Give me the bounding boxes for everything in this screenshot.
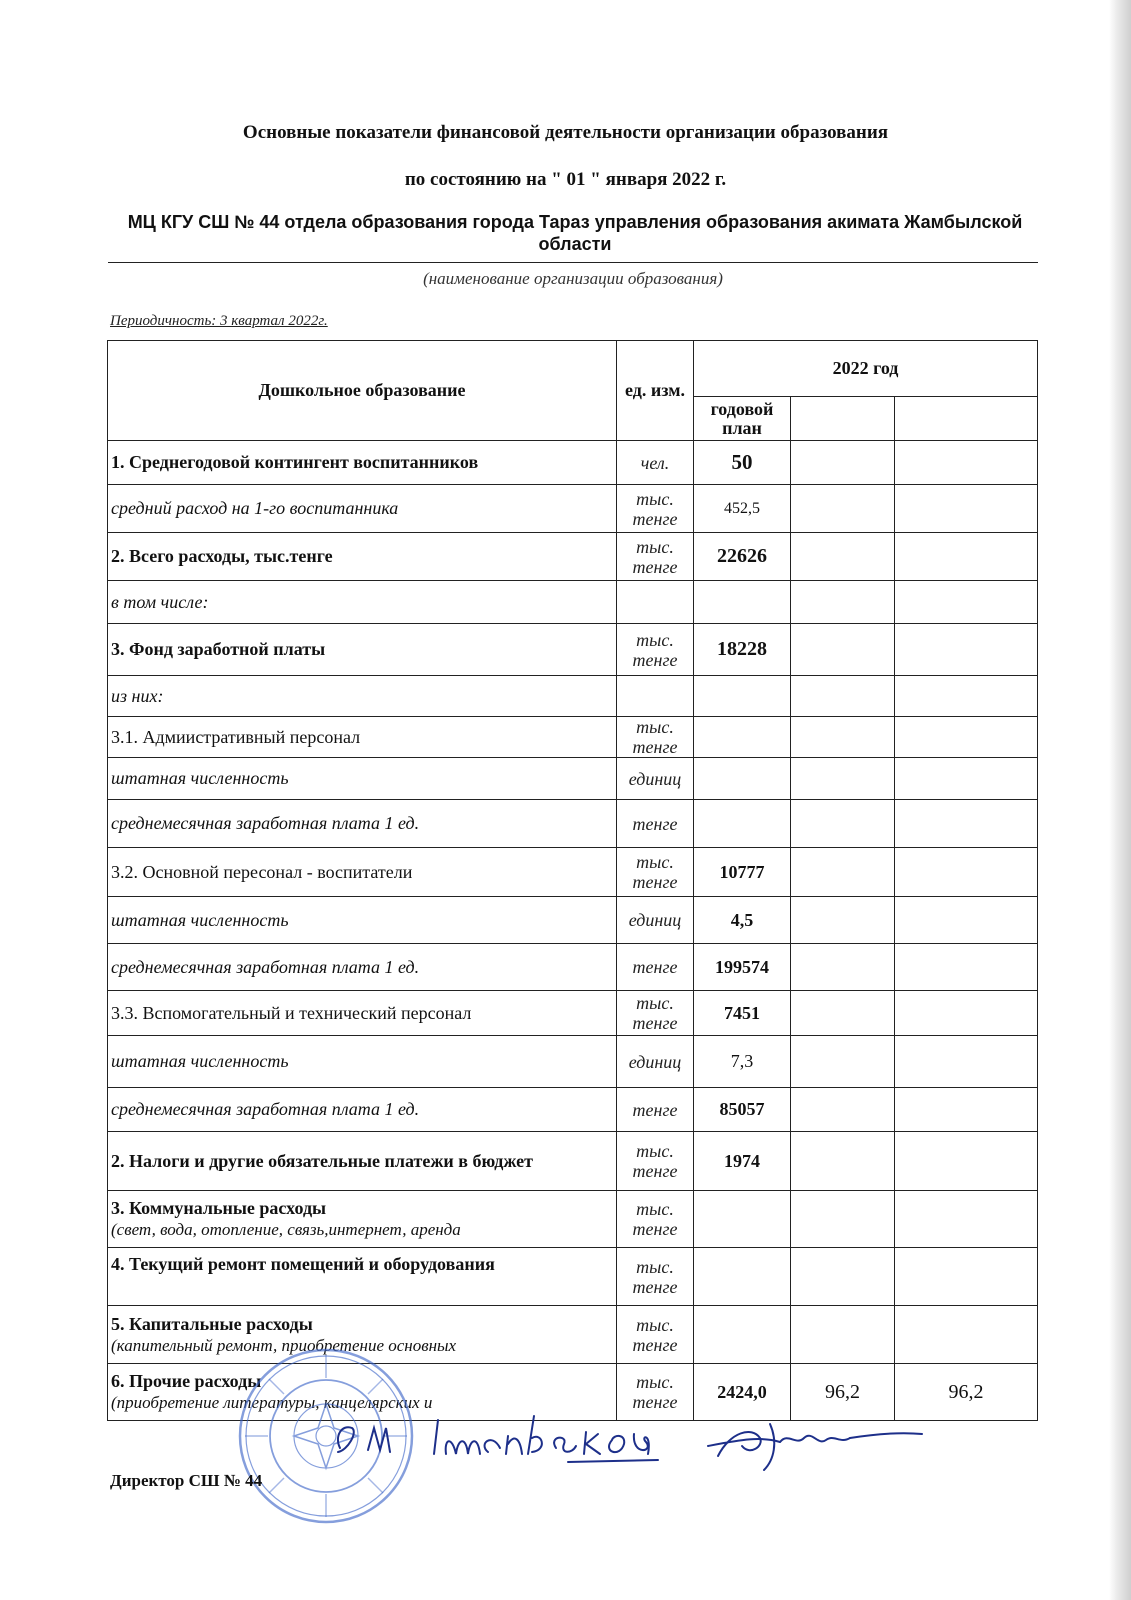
row-unit: тыс. тенге: [617, 1132, 694, 1191]
row-unit: тыс. тенге: [617, 485, 694, 533]
row-sublabel: (свет, вода, отопление, связь,интернет, аренда: [111, 1220, 461, 1239]
table-row: [108, 991, 1038, 1036]
row-unit: тыс. тенге: [617, 533, 694, 581]
row-value: [791, 848, 895, 897]
row-value: [791, 1132, 895, 1191]
row-value: [791, 897, 895, 944]
row-plan: 2424,0: [694, 1364, 791, 1421]
header-empty-cell: [895, 397, 1038, 441]
row-plan: 18228: [694, 624, 791, 676]
header-annual-plan: годовой план: [694, 397, 791, 441]
row-unit: тенге: [617, 944, 694, 991]
row-value: [895, 800, 1038, 848]
row-label: среднемесячная заработная плата 1 ед.: [108, 1088, 617, 1132]
handwritten-name: [328, 1408, 668, 1468]
document-title: Основные показатели финансовой деятельности организации образования: [242, 122, 889, 143]
row-label: 3.2. Основной пересонал - воспитатели: [108, 848, 617, 897]
row-label: 3. Коммунальные расходы: [111, 1198, 327, 1218]
row-plan: 85057: [694, 1088, 791, 1132]
organization-underline: [108, 262, 1038, 263]
row-value: 96,2: [791, 1364, 895, 1421]
row-label: 3.1. Адмиистративный персонал: [108, 717, 617, 758]
row-plan: [694, 800, 791, 848]
row-unit: тыс. тенге: [617, 717, 694, 758]
row-value: [791, 758, 895, 800]
row-label: из них:: [108, 676, 617, 717]
row-plan: 4,5: [694, 897, 791, 944]
organization-caption: (наименование организации образования): [423, 269, 723, 288]
row-label: 6. Прочие расходы: [111, 1371, 262, 1391]
row-label: 2. Налоги и другие обязательные платежи в бюджет: [108, 1132, 617, 1191]
row-label: средний расход на 1-го воспитанника: [108, 485, 617, 533]
row-value: [791, 1191, 895, 1248]
director-signature: [700, 1412, 930, 1474]
row-label: 1. Среднегодовой контингент воспитанников: [108, 441, 617, 485]
row-label: среднемесячная заработная плата 1 ед.: [108, 800, 617, 848]
row-unit: тыс. тенге: [617, 1191, 694, 1248]
row-value: [895, 897, 1038, 944]
row-plan: [694, 581, 791, 624]
row-unit: тыс. тенге: [617, 1306, 694, 1364]
row-value: [895, 624, 1038, 676]
row-unit: тенге: [617, 800, 694, 848]
row-value: [895, 1036, 1038, 1088]
row-plan: 10777: [694, 848, 791, 897]
table-row: [108, 758, 1038, 800]
row-sublabel: (приобретение литературы, канцелярских и: [111, 1393, 433, 1412]
row-unit: тыс. тенге: [617, 1364, 694, 1421]
table-row: [108, 848, 1038, 897]
row-label: 5. Капитальные расходы: [111, 1313, 313, 1334]
row-value: [895, 581, 1038, 624]
row-plan: 50: [694, 441, 791, 485]
row-plan: 199574: [694, 944, 791, 991]
row-value: [895, 533, 1038, 581]
row-plan: [694, 1191, 791, 1248]
row-value: [791, 717, 895, 758]
row-unit: чел.: [617, 441, 694, 485]
row-unit: [617, 581, 694, 624]
row-value: [791, 624, 895, 676]
header-year: 2022 год: [694, 341, 1038, 397]
row-value: [895, 944, 1038, 991]
row-value: [791, 485, 895, 533]
row-unit: единиц: [617, 1036, 694, 1088]
table-row: [108, 1088, 1038, 1132]
row-plan: 1974: [694, 1132, 791, 1191]
row-value: [791, 1036, 895, 1088]
table-row: [108, 1036, 1038, 1088]
row-value: [895, 441, 1038, 485]
row-unit: тенге: [617, 1088, 694, 1132]
financial-table: [107, 340, 1038, 1421]
table-row: [108, 624, 1038, 676]
date-line: по состоянию на " 01 " января 2022 г.: [404, 169, 727, 190]
row-label: в том числе:: [108, 581, 617, 624]
director-label: Директор СШ № 44: [110, 1471, 263, 1490]
row-plan: 7451: [694, 991, 791, 1036]
row-label-cell: [108, 1191, 617, 1248]
row-plan: [694, 1306, 791, 1364]
table-row: [108, 1132, 1038, 1191]
row-value: [791, 991, 895, 1036]
table-row: [108, 717, 1038, 758]
row-value: [791, 1088, 895, 1132]
header-unit: ед. изм.: [617, 341, 694, 441]
row-value: [791, 533, 895, 581]
row-value: [895, 848, 1038, 897]
row-unit: тыс. тенге: [617, 848, 694, 897]
row-value: 96,2: [895, 1364, 1038, 1421]
row-value: [895, 991, 1038, 1036]
row-label: 4. Текущий ремонт помещений и оборудования: [108, 1248, 617, 1306]
table-row: [108, 441, 1038, 485]
row-plan: [694, 1248, 791, 1306]
row-sublabel: (капительный ремонт, приобретение основных: [111, 1335, 457, 1355]
row-value: [791, 441, 895, 485]
row-value: [895, 1191, 1038, 1248]
table-row: [108, 1248, 1038, 1306]
row-value: [791, 676, 895, 717]
scan-edge-shadow: [1109, 0, 1131, 1600]
header-preschool: Дошкольное образование: [108, 341, 617, 441]
periodicity: Периодичность: 3 квартал 2022г.: [110, 313, 328, 329]
row-value: [791, 1306, 895, 1364]
row-value: [895, 1088, 1038, 1132]
table-row: [108, 533, 1038, 581]
row-unit: тыс. тенге: [617, 991, 694, 1036]
row-unit: тыс. тенге: [617, 1248, 694, 1306]
row-value: [791, 944, 895, 991]
row-label: штатная численность: [108, 897, 617, 944]
table-row: [108, 1191, 1038, 1248]
row-label: штатная численность: [108, 758, 617, 800]
row-unit: [617, 676, 694, 717]
row-plan: 7,3: [694, 1036, 791, 1088]
row-value: [895, 1248, 1038, 1306]
row-unit: единиц: [617, 897, 694, 944]
row-unit: единиц: [617, 758, 694, 800]
table-row: [108, 581, 1038, 624]
row-plan: [694, 717, 791, 758]
row-plan: [694, 676, 791, 717]
row-label: среднемесячная заработная плата 1 ед.: [108, 944, 617, 991]
row-plan: 452,5: [694, 485, 791, 533]
row-label: 3. Фонд заработной платы: [108, 624, 617, 676]
row-unit: тыс. тенге: [617, 624, 694, 676]
row-value: [895, 717, 1038, 758]
table-row: [108, 800, 1038, 848]
row-plan: [694, 758, 791, 800]
table-row: [108, 944, 1038, 991]
organization-name: МЦ КГУ СШ № 44 отдела образования города Тараз управления образования акимата Жамбылской области: [127, 212, 1023, 254]
table-row: [108, 897, 1038, 944]
row-value: [791, 1248, 895, 1306]
table-row: [108, 676, 1038, 717]
row-value: [791, 581, 895, 624]
row-value: [895, 676, 1038, 717]
row-label: штатная численность: [108, 1036, 617, 1088]
row-plan: 22626: [694, 533, 791, 581]
row-label: 3.3. Вспомогательный и технический персонал: [108, 991, 617, 1036]
header-empty-cell: [791, 397, 895, 441]
row-value: [895, 485, 1038, 533]
table-row: [108, 485, 1038, 533]
row-value: [895, 758, 1038, 800]
row-value: [895, 1132, 1038, 1191]
row-value: [791, 800, 895, 848]
row-value: [895, 1306, 1038, 1364]
row-label: 2. Всего расходы, тыс.тенге: [108, 533, 617, 581]
